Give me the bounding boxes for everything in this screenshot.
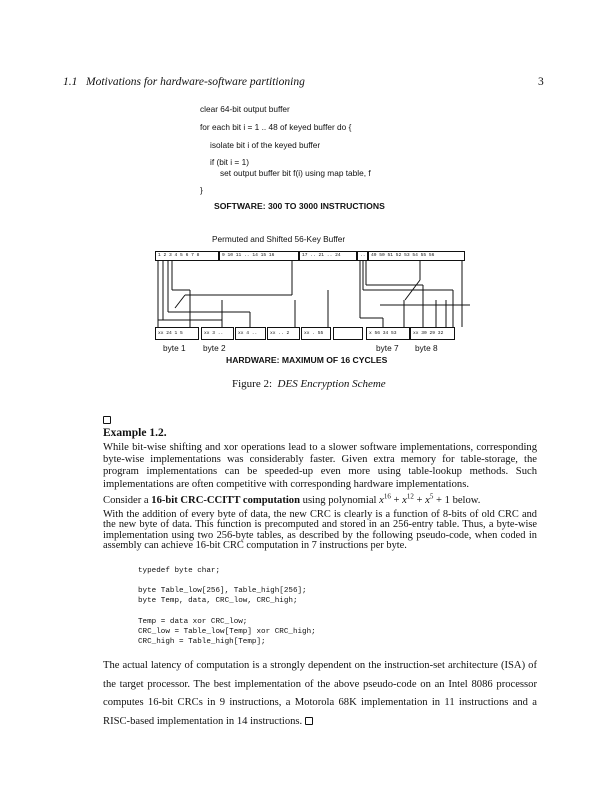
example-heading-text: Example 1.2 [103,427,164,439]
code-line: byte Table_low[256], Table_high[256]; [138,587,307,596]
output-box: xx 3 .. [201,327,234,340]
text: using polynomial [302,494,377,506]
sw-line: set output buffer bit f(i) using map table, f [220,168,371,178]
section-title: Motivations for hardware-software partitioning [86,76,305,88]
code-line [138,576,537,586]
output-box: xx 4 .. [235,327,266,340]
sw-line: if (bit i = 1) [210,157,249,167]
byte-label: byte 8 [415,343,438,353]
paragraph-2: Consider a 16-bit CRC-CCITT computation using polynomial $x^{16} + x^{12} + x^5 + 1$ below. [103,492,481,506]
code-line: Temp = data xor CRC_low; [138,617,248,626]
paragraph-3: With the addition of every byte of data, the new CRC is clearly is a function of 8-bits of old CRC and the new byte of data. This function is precomputed and stored in an 256-entry table. Thus, a byte-wise implementation using two 256-byte tables, as described by the following pseudo-code, when coded in assembly can achieve 16-bit CRC computation in 7 instructions per byte. [103,509,537,552]
code-line: CRC_low = Table_low[Temp] xor CRC_high; [138,627,316,636]
output-box: x 56 34 53 [366,327,410,340]
software-caption: SOFTWARE: 300 TO 3000 INSTRUCTIONS [214,201,385,211]
output-box: xx . 55 [301,327,331,340]
paragraph-4 [103,657,537,731]
hardware-caption: HARDWARE: MAXIMUM OF 16 CYCLES [226,355,388,365]
code-line: CRC_high = Table_high[Temp]; [138,638,266,647]
input-box: 9 10 11 .. 14 15 16 [219,251,299,261]
code-line: byte Temp, data, CRC_low, CRC_high; [138,597,298,606]
bold-term: 16-bit CRC-CCITT computation [151,494,300,506]
byte-label: byte 2 [203,343,226,353]
figure-label: Figure 2: [232,378,273,390]
code-line: typedef byte char; [138,566,221,575]
output-box: xx .. 2 [267,327,300,340]
output-box [333,327,363,340]
example-heading: Example 1.2. [103,427,167,439]
input-box: .. [357,251,368,261]
page-number: 3 [538,76,544,88]
code-block [138,566,537,648]
example-body [103,442,537,731]
code-line [138,606,537,616]
input-box: 1 2 3 4 5 6 7 8 [155,251,219,261]
figure-title: DES Encryption Scheme [277,378,386,390]
sw-line: isolate bit i of the keyed buffer [210,140,321,150]
text: below. [452,494,481,506]
byte-label: byte 1 [163,343,186,353]
byte-label: byte 7 [376,343,399,353]
input-box: 49 50 51 52 53 54 55 56 [368,251,465,261]
figure-caption [232,378,386,390]
output-box: xx 24 1 5 [155,327,199,340]
text: The actual latency of computation is a strongly dependent on the instruction-set architecture (ISA) of the target processor. The best implementation of the above pseudo-code on an Intel 8086 processor computes 16-bit CRCs in 9 instructions, a Motorola 68K implementation in 11 instructions and a RISC-based implementation in 14 instructions. [103,660,537,727]
diagram-title: Permuted and Shifted 56-Key Buffer [212,234,346,244]
input-box: 17 .. 21 .. 24 [299,251,357,261]
text: Consider a [103,494,149,506]
paragraph-1: While bit-wise shifting and xor operations lead to a slower software implementations, corresponding byte-wise implementations was considerably faster. Given extra memory for table-storage, the program implementations can be speeded-up even more using table-lookup methods. Such implementations are often competitive with corresponding hardware implementations. [103,442,537,490]
sw-line: } [200,185,203,195]
sw-line: for each bit i = 1 .. 48 of keyed buffer do { [200,122,352,132]
output-box: xx 30 29 32 [410,327,455,340]
sw-line: clear 64-bit output buffer [200,104,290,114]
section-number: 1.1 [63,76,78,88]
